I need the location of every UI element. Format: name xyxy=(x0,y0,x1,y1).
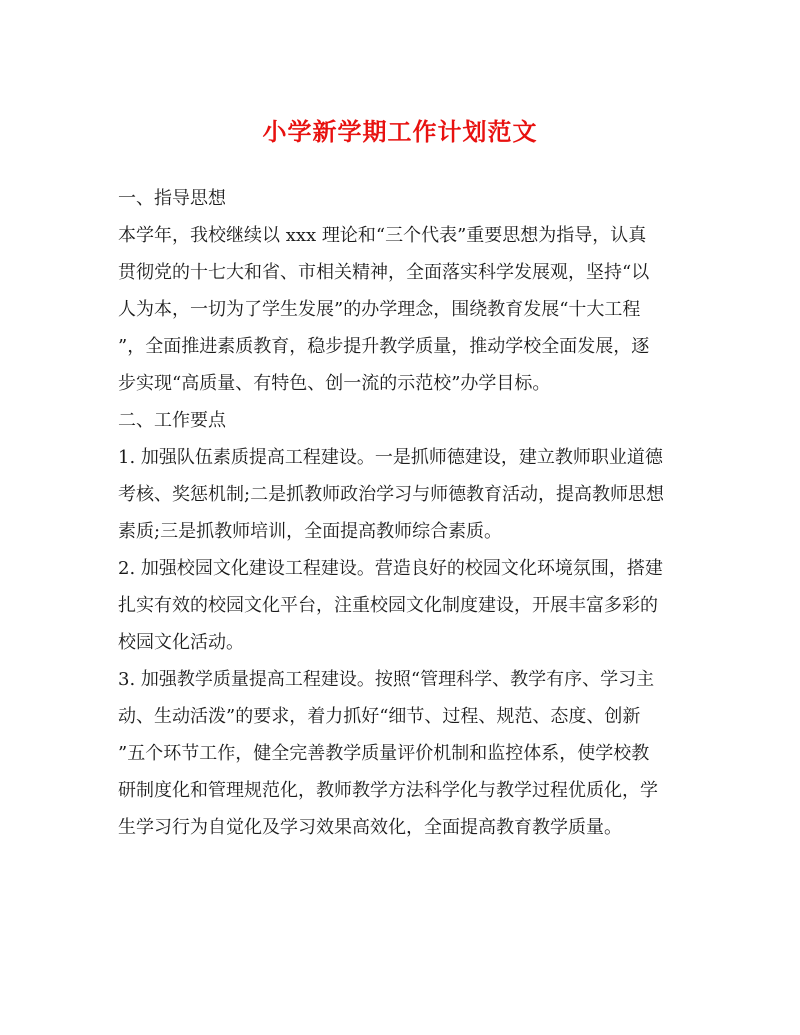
paragraph-item-3 xyxy=(118,661,683,846)
paragraph-line: 本学年，我校继续以 xxx 理论和“三个代表”重要思想为指导，认真 xyxy=(118,225,647,246)
paragraph-item-1 xyxy=(118,439,683,550)
paragraph-line: ”，全面推进素质教育，稳步提升教学质量，推动学校全面发展，逐 xyxy=(118,336,650,357)
paragraph-item-2 xyxy=(118,550,683,661)
paragraph-line: 步实现“高质量、有特色、创一流的示范校”办学目标。 xyxy=(118,373,551,394)
paragraph-line: 人为本，一切为了学生发展”的办学理念，围绕教育发展“十大工程 xyxy=(118,299,641,320)
paragraph-line: 3. 加强教学质量提高工程建设。按照“管理科学、教学有序、学习主 xyxy=(118,669,655,690)
paragraph-line: 动、生动活泼”的要求，着力抓好“细节、过程、规范、态度、创新 xyxy=(118,706,641,727)
document-body xyxy=(118,180,683,846)
section-guiding-thought xyxy=(118,180,683,402)
paragraph-line: 考核、奖惩机制;二是抓教师政治学习与师德教育活动，提高教师思想 xyxy=(118,484,665,505)
paragraph-line: 校园文化活动。 xyxy=(118,632,244,653)
paragraph-line: 2. 加强校园文化建设工程建设。营造良好的校园文化环境氛围，搭建 xyxy=(118,558,663,579)
paragraph-line: 研制度化和管理规范化，教师教学方法科学化与教学过程优质化，学 xyxy=(118,780,658,801)
paragraph-line: ”五个环节工作，健全完善教学质量评价机制和监控体系，使学校教 xyxy=(118,743,650,764)
paragraph-line: 扎实有效的校园文化平台，注重校园文化制度建设，开展丰富多彩的 xyxy=(118,595,658,616)
section-work-points xyxy=(118,402,683,846)
paragraph xyxy=(118,217,683,402)
section-heading: 一、指导思想 xyxy=(118,188,226,209)
paragraph-line: 生学习行为自觉化及学习效果高效化，全面提高教育教学质量。 xyxy=(118,817,622,838)
paragraph-line: 素质;三是抓教师培训，全面提高教师综合素质。 xyxy=(118,521,503,542)
document-title: 小学新学期工作计划范文 xyxy=(262,117,538,146)
paragraph-line: 贯彻党的十七大和省、市相关精神，全面落实科学发展观，坚持“以 xyxy=(118,262,650,283)
paragraph-line: 1. 加强队伍素质提高工程建设。一是抓师德建设，建立教师职业道德 xyxy=(118,447,663,468)
section-heading: 二、工作要点 xyxy=(118,410,226,431)
